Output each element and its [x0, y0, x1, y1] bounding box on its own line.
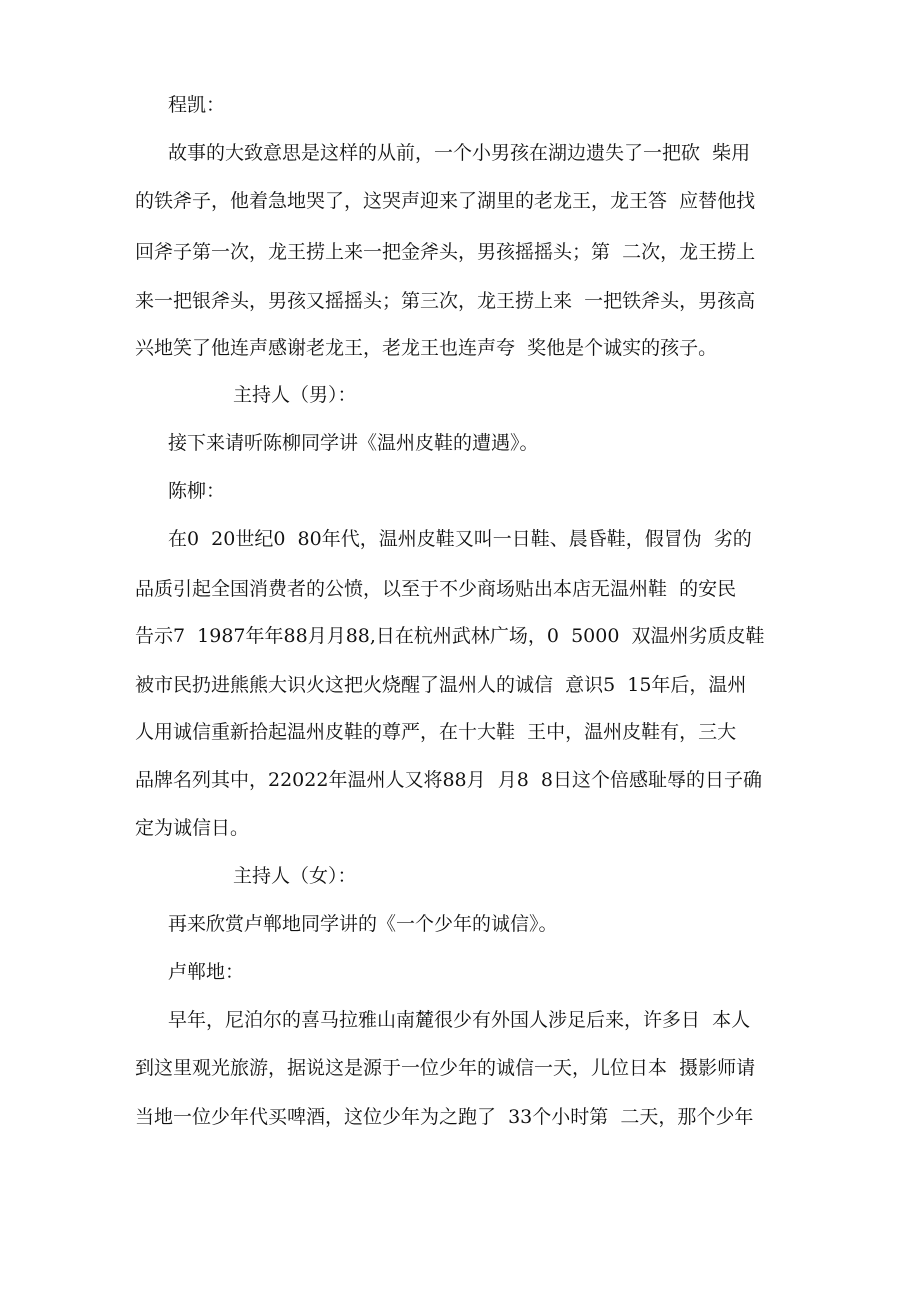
paragraph-line: 在0 20世纪0 80年代，温州皮鞋又叫一日鞋、晨昏鞋，假冒伪 劣的 [168, 528, 752, 550]
paragraph-line: 接下来请听陈柳同学讲《温州皮鞋的遭遇》。 [168, 432, 539, 454]
paragraph-line: 兴地笑了他连声感谢老龙王，老龙王也连声夸 奖他是个诚实的孩子。 [135, 337, 718, 359]
paragraph-line: 人用诚信重新拾起温州皮鞋的尊严，在十大鞋 王中，温州皮鞋有，三大 [135, 721, 737, 743]
paragraph-line: 的铁斧子，他着急地哭了，这哭声迎来了湖里的老龙王，龙王答 应替他找 [135, 190, 756, 212]
paragraph-line: 再来欣赏卢郸地同学讲的《一个少年的诚信》。 [168, 913, 558, 935]
paragraph-line: 到这里观光旅游，据说这是源于一位少年的诚信一天，儿位日本 摄影师请 [135, 1057, 756, 1079]
paragraph-line: 来一把银斧头，男孩又摇摇头；第三次，龙王捞上来 一把铁斧头，男孩高 [135, 290, 756, 312]
speaker-name: 卢郸地： [168, 961, 245, 983]
paragraph-line: 品牌名列其中，22022年温州人又将88月 月8 8日这个倍感耻辱的日子确 [135, 769, 762, 791]
paragraph-line: 被市民扔进熊熊大识火这把火烧醒了温州人的诚信 意识5 15年后，温州 [135, 674, 747, 696]
paragraph-line: 当地一位少年代买啤酒，这位少年为之跑了 33个小时第 二天，那个少年 [135, 1106, 754, 1128]
paragraph-line: 回斧子第一次，龙王捞上来一把金斧头，男孩摇摇头；第 二次，龙王捞上 [135, 241, 756, 263]
host-label: 主持人（女）： [233, 865, 357, 887]
paragraph-line: 告示7 1987年年88月月88,日在杭州武林广场，0 5000 双温州劣质皮鞋 [135, 625, 765, 647]
paragraph-line: 早年，尼泊尔的喜马拉雅山南麓很少有外国人涉足后来，许多日 本人 [168, 1009, 751, 1031]
speaker-name: 程凯： [168, 94, 226, 116]
paragraph-line: 品质引起全国消费者的公愤，以至于不少商场贴出本店无温州鞋 的安民 [135, 578, 737, 600]
speaker-name: 陈柳： [168, 480, 226, 502]
host-label: 主持人（男）： [233, 384, 357, 406]
paragraph-line: 故事的大致意思是这样的从前，一个小男孩在湖边遗失了一把砍 柴用 [168, 142, 751, 164]
paragraph-line: 定为诚信日。 [135, 817, 250, 839]
